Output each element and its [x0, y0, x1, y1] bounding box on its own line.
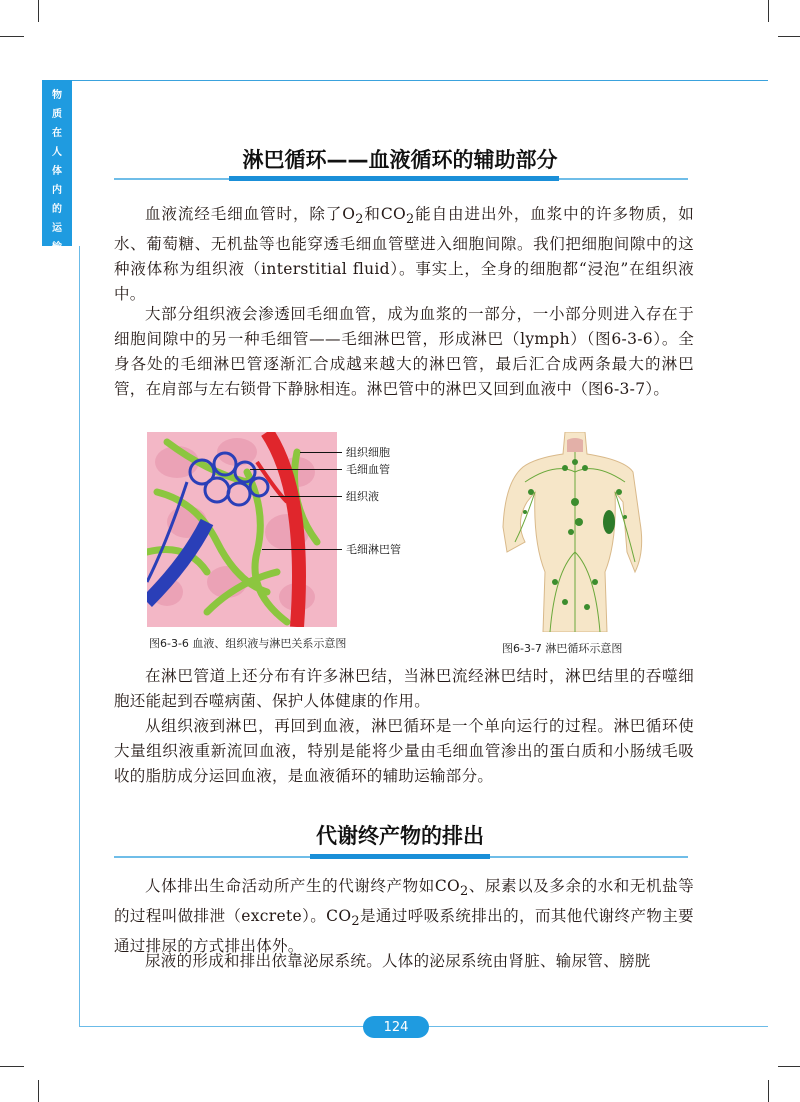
side-tab-char: 的	[52, 204, 62, 215]
section-heading: 淋巴循环——血液循环的辅助部分	[242, 148, 558, 172]
heading-rule	[114, 178, 688, 180]
lymph-body-diagram	[495, 432, 655, 632]
paragraph: 尿液的形成和排出依靠泌尿系统。人体的泌尿系统由肾脏、输尿管、膀胱	[145, 952, 651, 970]
label-leader	[300, 452, 342, 453]
crop-mark	[778, 36, 800, 37]
crop-mark	[0, 1066, 24, 1067]
side-tab-char: 体	[52, 166, 62, 177]
crop-mark	[768, 0, 769, 22]
section-heading: 代谢终产物的排出	[316, 824, 484, 848]
crop-mark	[768, 1080, 769, 1102]
side-tab-char: 在	[52, 128, 62, 139]
paragraph: 人体排出生命活动所产生的代谢终产物如$CO_2$、尿素以及多余的水和无机盐等的过程叫做排泄（excrete）。$CO_2$是通过呼吸系统排出的，而其他代谢终产物主要通过排尿的方式排出体外。	[114, 877, 694, 956]
side-tab-char: 人	[52, 147, 62, 158]
chapter-side-tab	[42, 80, 72, 253]
heading-rule	[114, 856, 688, 858]
side-tab-char: 物	[52, 90, 62, 101]
paragraph: 大部分组织液会渗透回毛细血管，成为血浆的一部分，一小部分则进入存在于细胞间隙中的另一种毛细管——毛细淋巴管，形成淋巴（lymph）（图6-3-6）。全身各处的毛细淋巴管逐渐汇合成越来越大的淋巴管，最后汇合成两条最大的淋巴管，在肩部与左右锁骨下静脉相连。淋巴管中的淋巴又回到血液中（图6-3-7）。	[114, 305, 694, 398]
top-rule	[72, 80, 768, 81]
paragraph: 在淋巴管道上还分布有许多淋巴结，当淋巴流经淋巴结时，淋巴结里的吞噬细胞还能起到吞噬病菌、保护人体健康的作用。	[114, 667, 694, 710]
left-rule	[79, 246, 80, 1026]
figure-label: 毛细血管	[346, 463, 390, 476]
side-tab-char: 输	[52, 242, 62, 253]
figure-label: 组织液	[346, 490, 379, 503]
label-leader	[262, 549, 342, 550]
tissue-diagram	[147, 432, 337, 627]
side-tab-char: 质	[52, 109, 62, 120]
crop-mark	[38, 1080, 39, 1102]
crop-mark	[0, 36, 24, 37]
label-leader	[250, 469, 342, 470]
crop-mark	[38, 0, 39, 22]
paragraph: 血液流经毛细血管时，除了$O_2$和$CO_2$能自由进出外，血浆中的许多物质，如水、葡萄糖、无机盐等也能穿透毛细血管壁进入细胞间隙。我们把细胞间隙中的这种液体称为组织液（interstitial fluid）。事实上，全身的细胞都“浸泡”在组织液中。	[114, 205, 694, 304]
figure-label: 组织细胞	[346, 446, 390, 459]
side-tab-char: 内	[52, 185, 62, 196]
figure-label: 毛细淋巴管	[346, 543, 401, 556]
side-tab-char: 运	[52, 223, 62, 234]
label-leader	[270, 496, 342, 497]
figure-caption: 图6-3-6 血液、组织液与淋巴关系示意图	[149, 637, 347, 650]
figure-caption: 图6-3-7 淋巴循环示意图	[502, 642, 623, 655]
crop-mark	[778, 1066, 800, 1067]
page-number: 124	[363, 1016, 429, 1038]
paragraph: 从组织液到淋巴，再回到血液，淋巴循环是一个单向运行的过程。淋巴循环使大量组织液重新流回血液，特别是能将少量由毛细血管渗出的蛋白质和小肠绒毛吸收的脂肪成分运回血液，是血液循环的辅助运输部分。	[114, 717, 694, 785]
